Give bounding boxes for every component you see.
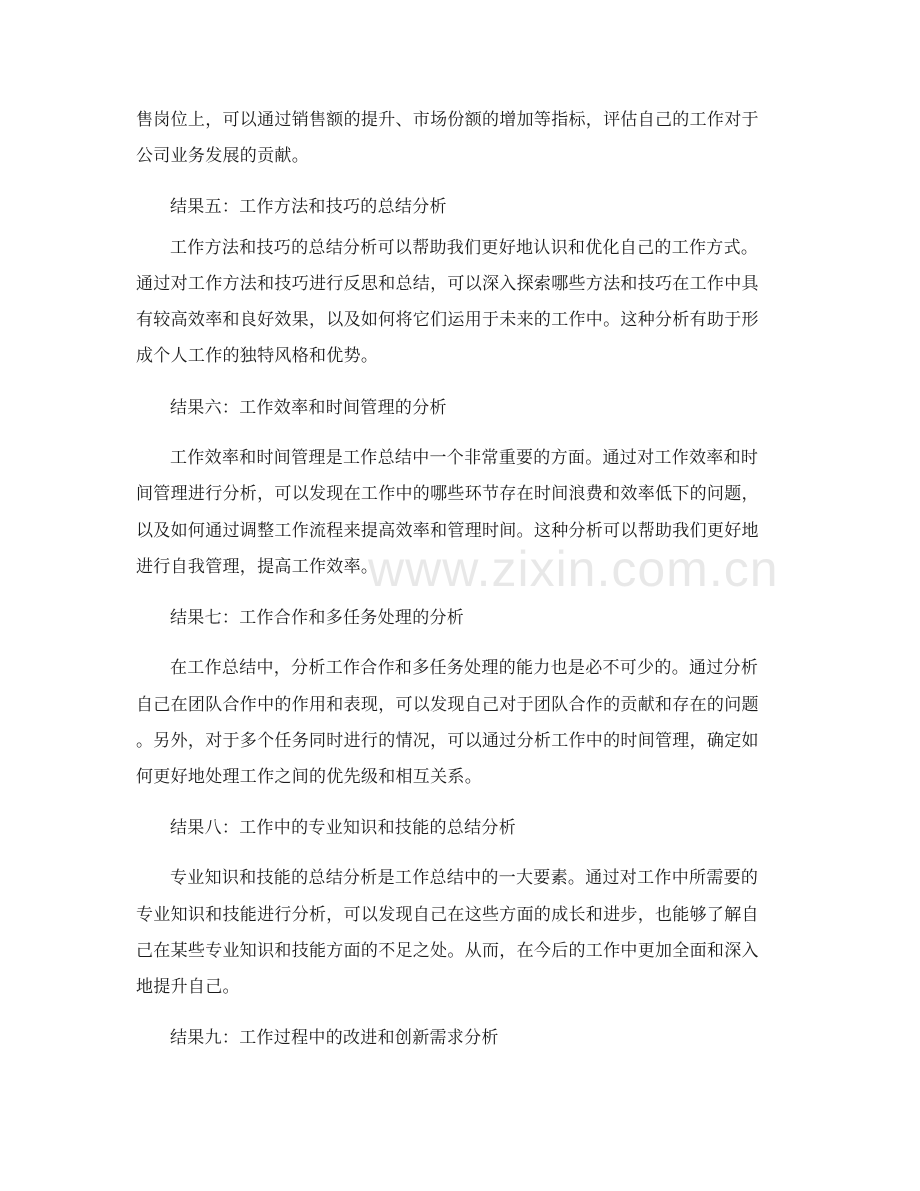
paragraph-line: 地提升自己。 bbox=[136, 977, 240, 997]
paragraph-line: 自己在团队合作中的作用和表现，可以发现自己对于团队合作的贡献和存在的问题 bbox=[136, 695, 759, 715]
paragraph-line: 专业知识和技能的总结分析是工作总结中的一大要素。通过对工作中所需要的 bbox=[170, 868, 759, 888]
paragraph-line: 。另外，对于多个任务同时进行的情况，可以通过分析工作中的时间管理，确定如 bbox=[136, 731, 759, 751]
paragraph-line: 己在某些专业知识和技能方面的不足之处。从而，在今后的工作中更加全面和深入 bbox=[136, 941, 759, 961]
paragraph-line: 在工作总结中，分析工作合作和多任务处理的能力也是必不可少的。通过分析 bbox=[170, 658, 759, 678]
paragraph-line: 工作方法和技巧的总结分析可以帮助我们更好地认识和优化自己的工作方式。 bbox=[170, 238, 759, 258]
paragraph-line: 以及如何通过调整工作流程来提高效率和管理时间。这种分析可以帮助我们更好地 bbox=[136, 521, 759, 541]
section-heading: 结果五：工作方法和技巧的总结分析 bbox=[170, 197, 447, 217]
section-heading: 结果九：工作过程中的改进和创新需求分析 bbox=[170, 1028, 499, 1048]
section-heading: 结果七：工作合作和多任务处理的分析 bbox=[170, 608, 465, 628]
paragraph-line: 售岗位上，可以通过销售额的提升、市场份额的增加等指标，评估自己的工作对于 bbox=[136, 110, 759, 130]
watermark: www.zixin.com.cn bbox=[368, 541, 779, 597]
paragraph-line: 成个人工作的独特风格和优势。 bbox=[136, 346, 379, 366]
paragraph-line: 专业知识和技能进行分析，可以发现自己在这些方面的成长和进步，也能够了解自 bbox=[136, 905, 759, 925]
paragraph-line: 有较高效率和良好效果，以及如何将它们运用于未来的工作中。这种分析有助于形 bbox=[136, 310, 759, 330]
section-heading: 结果八：工作中的专业知识和技能的总结分析 bbox=[170, 818, 516, 838]
section-heading: 结果六：工作效率和时间管理的分析 bbox=[170, 398, 447, 418]
paragraph-line: 何更好地处理工作之间的优先级和相互关系。 bbox=[136, 767, 482, 787]
paragraph-line: 进行自我管理，提高工作效率。 bbox=[136, 557, 379, 577]
paragraph-line: 公司业务发展的贡献。 bbox=[136, 146, 309, 166]
paragraph-line: 工作效率和时间管理是工作总结中一个非常重要的方面。通过对工作效率和时 bbox=[170, 448, 759, 468]
paragraph-line: 通过对工作方法和技巧进行反思和总结，可以深入探索哪些方法和技巧在工作中具 bbox=[136, 274, 759, 294]
paragraph-line: 间管理进行分析，可以发现在工作中的哪些环节存在时间浪费和效率低下的问题， bbox=[136, 484, 759, 504]
